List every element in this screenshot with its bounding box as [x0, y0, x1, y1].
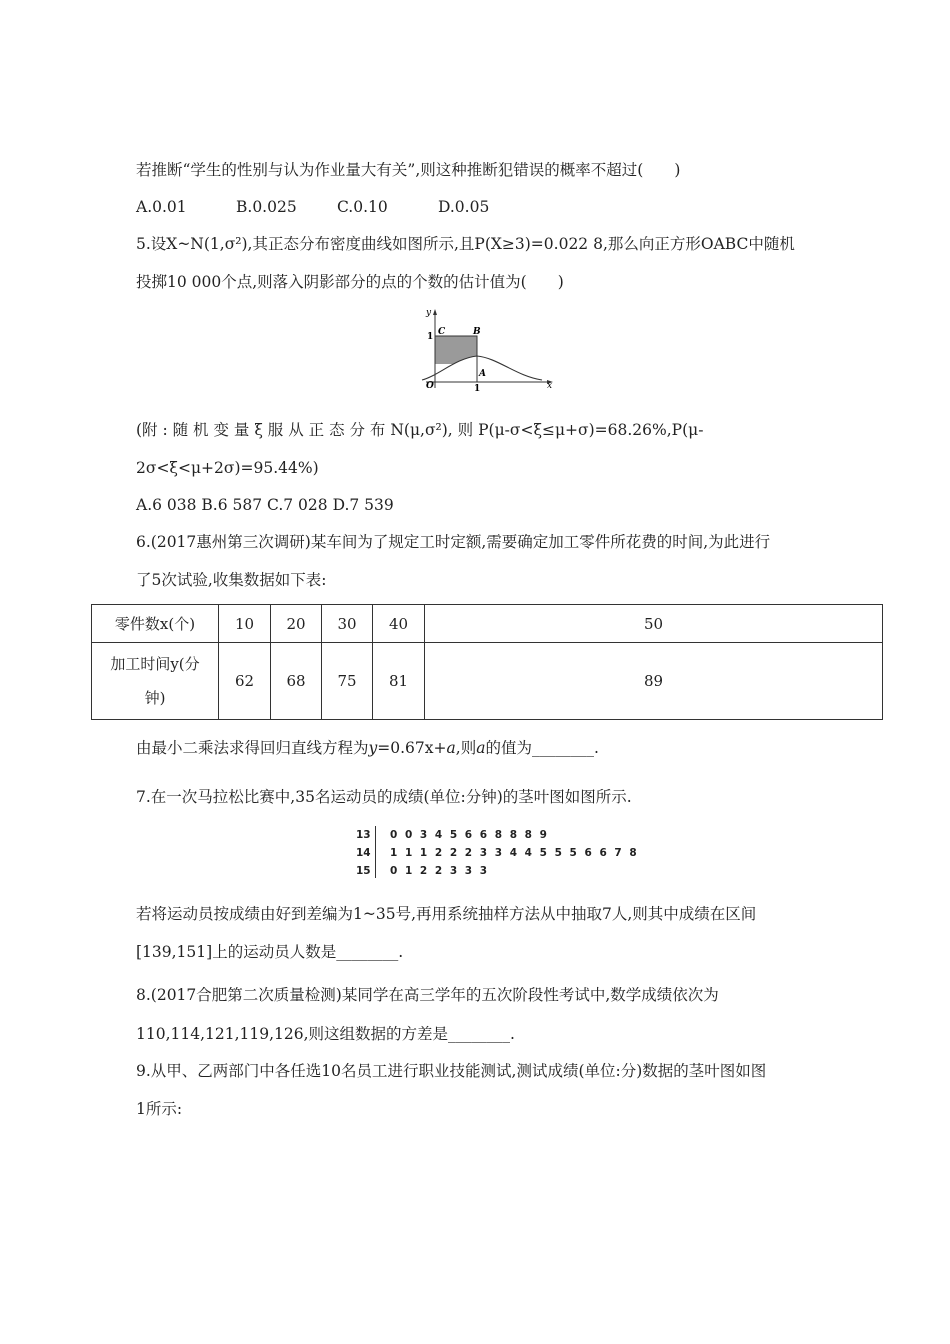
table-cell: 40 — [373, 605, 425, 643]
q6-line1: 6.(2017惠州第三次调研)某车间为了规定工时定额,需要确定加工零件所花费的时间,为此进行 — [136, 533, 771, 551]
stem-value: 13 — [356, 829, 371, 841]
y-axis-arrow — [433, 309, 437, 315]
q7-line2: 若将运动员按成绩由好到差编为1~35号,再用系统抽样方法从中抽取7人,则其中成绩在区间 — [136, 905, 757, 923]
stem-leaf-divider — [375, 826, 376, 878]
q5-note1: (附 : 随 机 变 量 ξ 服 从 正 态 分 布 N(μ,σ²), 则 P(μ-σ<ξ≤μ+σ)=68.26%,P(μ- — [136, 421, 704, 439]
table-cell: 75 — [322, 643, 373, 720]
q7-line1: 7.在一次马拉松比赛中,35名运动员的成绩(单位:分钟)的茎叶图如图所示. — [136, 788, 632, 806]
stem-value: 15 — [356, 865, 371, 877]
q6-var-a2: a — [476, 739, 486, 757]
q4-stem-text: 若推断“学生的性别与认为作业量大有关”,则这种推断犯错误的概率不超过( ) — [136, 161, 681, 179]
table-header-y-part1: 加工时间y(分 — [110, 655, 200, 673]
q6-regression-mid: =0.67x+ — [377, 739, 447, 757]
tick-y-1: 1 — [427, 332, 434, 342]
stem-value: 14 — [356, 847, 371, 859]
table-cell: 30 — [322, 605, 373, 643]
table-header-y-part2: 钟) — [144, 689, 166, 707]
label-o: O — [426, 381, 434, 391]
q8-line1: 8.(2017合肥第二次质量检测)某同学在高三学年的五次阶段性考试中,数学成绩依次为 — [136, 986, 719, 1004]
stem-leaf-row — [356, 844, 637, 862]
label-x: x — [547, 381, 553, 391]
data-table — [91, 604, 883, 720]
table-header-y — [92, 643, 219, 720]
q8-line2: 110,114,121,119,126,则这组数据的方差是________. — [136, 1025, 515, 1043]
label-a: A — [479, 369, 486, 379]
leaf-values: 0 0 3 4 5 6 6 8 8 8 9 — [390, 829, 547, 841]
q9-line2: 1所示: — [136, 1100, 183, 1118]
table-cell: 62 — [219, 643, 271, 720]
q4-option-a: A.0.01 — [136, 198, 187, 216]
table-row — [92, 643, 883, 720]
label-b: B — [473, 327, 481, 337]
table-row — [92, 605, 883, 643]
leaf-values: 0 1 2 2 3 3 3 — [390, 865, 488, 877]
q5-options: A.6 038 B.6 587 C.7 028 D.7 539 — [136, 496, 394, 514]
table-cell: 20 — [271, 605, 322, 643]
table-cell: 10 — [219, 605, 271, 643]
q5-line1: 5.设X~N(1,σ²),其正态分布密度曲线如图所示,且P(X≥3)=0.022 8,那么向正方形OABC中随机 — [136, 235, 795, 253]
stem-leaf-plot — [356, 826, 637, 880]
q5-note2: 2σ<ξ<μ+2σ)=95.44%) — [136, 459, 319, 477]
q4-option-b: B.0.025 — [236, 198, 297, 216]
q5-line2: 投掷10 000个点,则落入阴影部分的点的个数的估计值为( ) — [136, 273, 564, 291]
table-cell: 50 — [425, 605, 883, 643]
tick-x-1: 1 — [474, 384, 481, 392]
leaf-values: 1 1 1 2 2 2 3 3 4 4 5 5 5 6 6 7 8 — [390, 847, 637, 859]
table-cell: 81 — [373, 643, 425, 720]
stem-leaf-row — [356, 826, 637, 844]
normal-curve-figure — [418, 306, 560, 392]
label-c: C — [438, 327, 446, 337]
q6-regression-line — [136, 738, 599, 758]
table-cell: 68 — [271, 643, 322, 720]
q6-regression-end: 的值为________. — [485, 739, 599, 757]
q4-option-d: D.0.05 — [438, 198, 490, 216]
q6-line2: 了5次试验,收集数据如下表: — [136, 571, 327, 589]
stem-leaf-row — [356, 862, 637, 880]
q6-var-y: y — [368, 739, 378, 757]
q7-line3: [139,151]上的运动员人数是________. — [136, 943, 404, 961]
q6-var-a: a — [446, 739, 456, 757]
q6-regression-pre: 由最小二乘法求得回归直线方程为 — [136, 739, 369, 757]
q6-regression-mid2: ,则 — [455, 739, 477, 757]
q4-option-c: C.0.10 — [337, 198, 388, 216]
label-y: y — [426, 308, 432, 318]
table-cell: 89 — [425, 643, 883, 720]
table-header-x: 零件数x(个) — [92, 605, 219, 643]
q9-line1: 9.从甲、乙两部门中各任选10名员工进行职业技能测试,测试成绩(单位:分)数据的茎叶图如图 — [136, 1062, 767, 1080]
